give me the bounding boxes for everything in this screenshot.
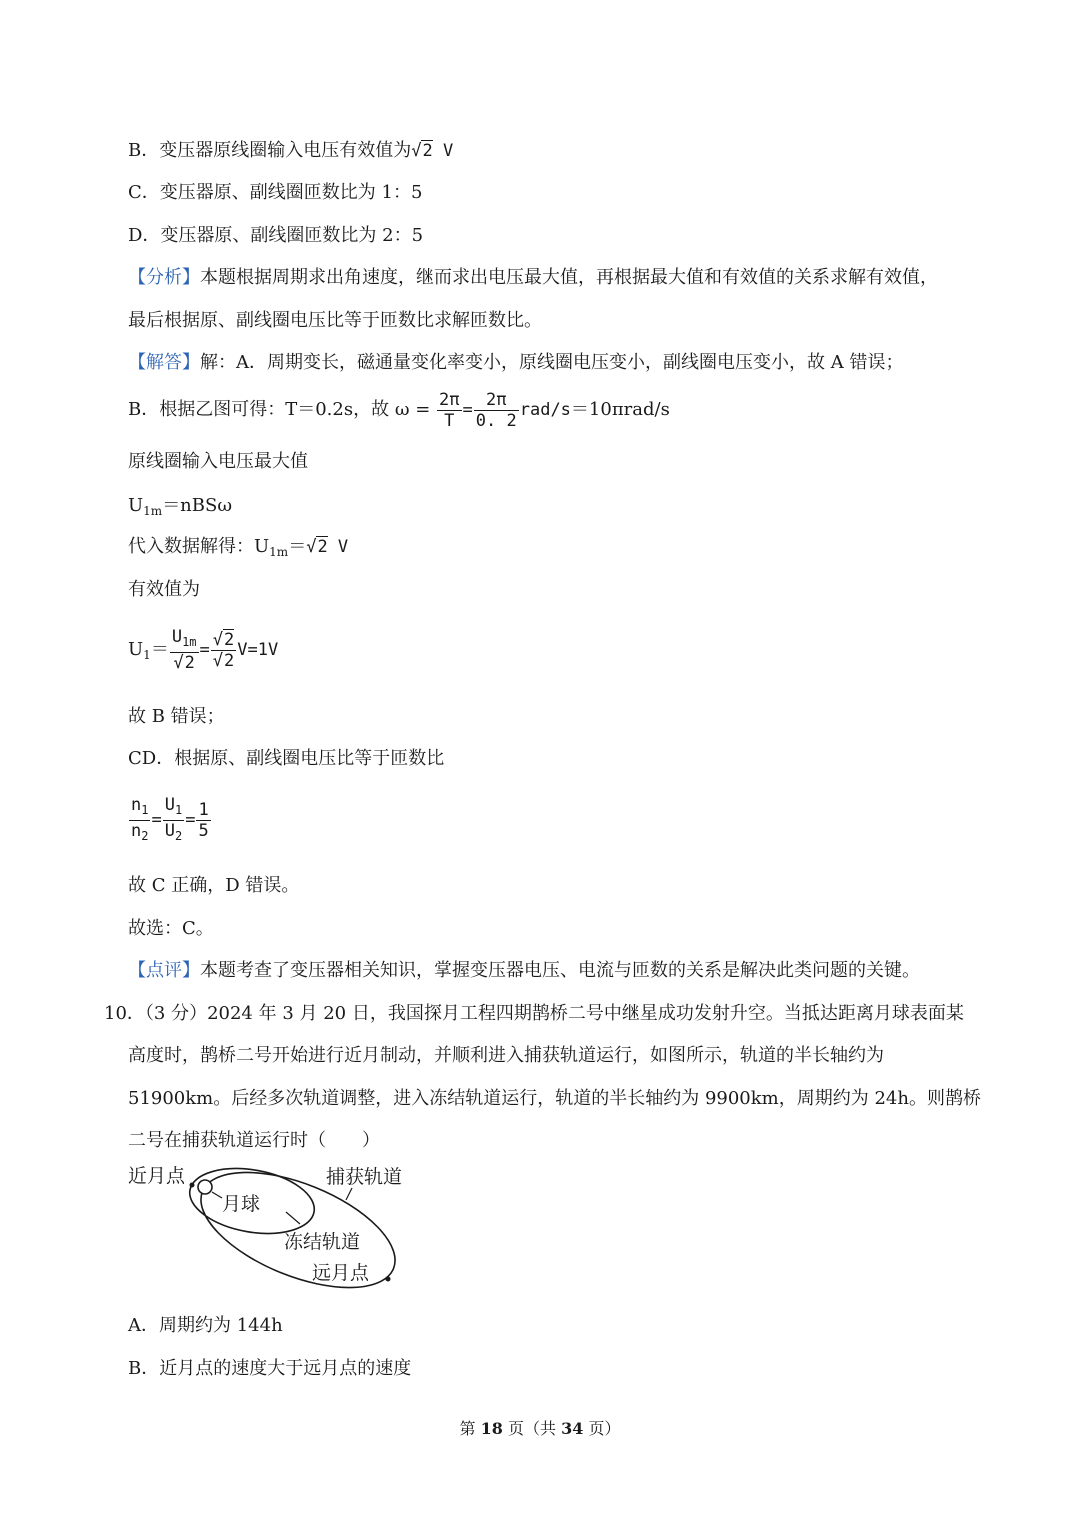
capture-orbit-label: 捕获轨道 — [326, 1166, 403, 1188]
r-den: 5 — [198, 820, 209, 841]
analysis-text: 本题根据周期求出角速度，继而求出电压最大值，再根据最大值和有效值的关系求解有效值， — [200, 267, 938, 288]
footer-post: 页） — [583, 1419, 621, 1438]
perilune-dot — [190, 1183, 195, 1188]
f1-num-sub: 1m — [182, 635, 197, 649]
omega-unit: rad/s — [519, 400, 571, 420]
cd-conclusion: 故 C 正确，D 错误。 — [128, 875, 300, 896]
f2-den: 2 — [224, 650, 235, 671]
answer-line: 故选：C。 — [128, 918, 214, 939]
footer-mid: 页（共 — [502, 1419, 562, 1438]
omega-result: ＝10πrad/s — [570, 399, 670, 420]
omega-fraction-2 — [474, 390, 519, 431]
sub-prefix: 代入数据解得：U — [128, 536, 270, 557]
sqrt-two-result-value: 2 — [317, 537, 328, 557]
ratio-fraction-1 — [129, 795, 150, 846]
solution-tag: 【解答】 — [128, 352, 200, 373]
analysis-line-1 — [128, 266, 938, 290]
question-10-line-3: 51900km。后经多次轨道调整，进入冻结轨道运行，轨道的半长轴约为 9900km，周期约为 24h。则鹊桥 — [128, 1088, 981, 1109]
option-d: D．变压器原、副线圈匝数比为 2：5 — [128, 225, 424, 246]
question-10-line-1: 10．（3 分）2024 年 3 月 20 日，我国探月工程四期鹊桥二号中继星成功发射升空。当抵达距离月球表面某 — [104, 1003, 964, 1024]
max-voltage-label: 原线圈输入电压最大值 — [128, 451, 308, 472]
sub-sub: 1m — [269, 545, 289, 559]
footer-pre: 第 — [459, 1419, 481, 1438]
moon-label: 月球 — [222, 1193, 261, 1215]
u1-sub: 1 — [143, 648, 151, 662]
r-u2: U — [164, 820, 175, 841]
solution-text: 解：A．周期变长，磁通量变化率变小，原线圈电压变小，副线圈电压变小，故 A 错误； — [200, 352, 904, 373]
perilune-label: 近月点 — [128, 1165, 186, 1187]
turns-ratio-equation: $\frac{n_1}{n_2}$ = $\frac{U_1}{U_2}$ = $\frac{1}{5}$ — [128, 792, 212, 852]
u1-eq: ＝ — [150, 639, 169, 660]
question-10-line-4: 二号在捕获轨道运行时（ ） — [128, 1130, 380, 1151]
footer-total-pages: 34 — [561, 1419, 584, 1438]
r-u1: U — [164, 794, 175, 815]
orbit-diagram — [120, 1158, 420, 1300]
r-u2-sub: 2 — [174, 828, 183, 843]
review-tag: 【点评】 — [128, 960, 200, 981]
sub-eq: ＝ — [288, 536, 307, 557]
r-num: 1 — [198, 799, 209, 820]
moon-leader — [212, 1192, 222, 1198]
u1m-formula — [128, 494, 232, 523]
option-c: C．变压器原、副线圈匝数比为 1：5 — [128, 182, 423, 203]
b-conclusion: 故 B 错误； — [128, 706, 225, 727]
sub-unit: V — [327, 537, 349, 557]
omega-fraction-1 — [437, 390, 461, 431]
ratio-fraction-3 — [196, 800, 210, 841]
option-b — [128, 139, 453, 163]
footer-page-number: 18 — [480, 1419, 503, 1438]
frozen-orbit-label: 冻结轨道 — [284, 1231, 361, 1253]
analysis-line-2: 最后根据原、副线圈电压比等于匝数比求解匝数比。 — [128, 310, 542, 331]
u1-symbol: U — [128, 639, 144, 660]
substitution-line — [128, 535, 348, 564]
r-n1-sub: 1 — [141, 802, 149, 817]
sqrt-two: √2 — [411, 141, 433, 161]
omega-equation: B．根据乙图可得：T＝0.2s，故 ω = $\frac{2\pi}{T}$ = $\frac{2\pi}{0. 2}$ rad/s＝10πrad/s — [128, 389, 670, 431]
u1-fraction-2: $\frac{√2}{√2}$ — [212, 629, 235, 671]
r-n1: n — [131, 794, 142, 815]
option-b-unit: V — [432, 141, 454, 161]
sqrt-two-result: √2 — [306, 537, 328, 557]
f2-num: 2 — [224, 629, 235, 650]
apolune-dot — [386, 1277, 391, 1282]
u1-equation: $U_1=$ $\frac{U_{1m}}{√2}$ = $\frac{√2}{√2}$ V=1V — [128, 627, 279, 673]
omega-prefix: B．根据乙图可得：T＝0.2s，故 ω = — [128, 399, 431, 420]
u1m-eq: ＝nBSω — [162, 495, 233, 516]
moon-circle — [198, 1180, 212, 1194]
u1-result: V=1V — [237, 640, 279, 660]
question-10-line-2: 高度时，鹊桥二号开始进行近月制动，并顺利进入捕获轨道运行，如图所示，轨道的半长轴约为 — [128, 1045, 884, 1066]
option-b-text: B．变压器原线圈输入电压有效值为 — [128, 140, 412, 161]
cd-label: CD．根据原、副线圈电压比等于匝数比 — [128, 748, 445, 769]
apolune-label: 远月点 — [312, 1262, 370, 1284]
analysis-tag: 【分析】 — [128, 267, 200, 288]
page-footer — [0, 1416, 1080, 1439]
r-u1-sub: 1 — [174, 802, 183, 817]
frozen-orbit-leader — [286, 1212, 300, 1224]
r-n2-sub: 2 — [141, 828, 149, 843]
omega-num-2: 2π — [474, 390, 519, 411]
omega-num-1: 2π — [439, 389, 460, 410]
effective-label: 有效值为 — [128, 579, 200, 600]
ratio-fraction-2 — [163, 795, 184, 846]
review-text: 本题考查了变压器相关知识，掌握变压器电压、电流与匝数的关系是解决此类问题的关键。 — [200, 960, 920, 981]
capture-orbit-leader — [346, 1188, 352, 1200]
u1m-sub: 1m — [143, 504, 163, 518]
question-10-option-a: A．周期约为 144h — [128, 1315, 283, 1336]
omega-den-2: 0. 2 — [475, 410, 517, 431]
solution-line-1 — [128, 351, 903, 375]
r-n2: n — [131, 820, 142, 841]
sqrt-two-value: 2 — [422, 141, 433, 161]
question-10-option-b: B．近月点的速度大于远月点的速度 — [128, 1358, 412, 1379]
u1m-symbol: U — [128, 495, 144, 516]
u1-fraction-1: $\frac{U_{1m}}{√2}$ — [171, 627, 197, 673]
review-line — [128, 959, 920, 983]
f1-num: U — [171, 627, 183, 647]
omega-den-1: T — [444, 410, 455, 431]
f1-den: 2 — [184, 653, 195, 673]
